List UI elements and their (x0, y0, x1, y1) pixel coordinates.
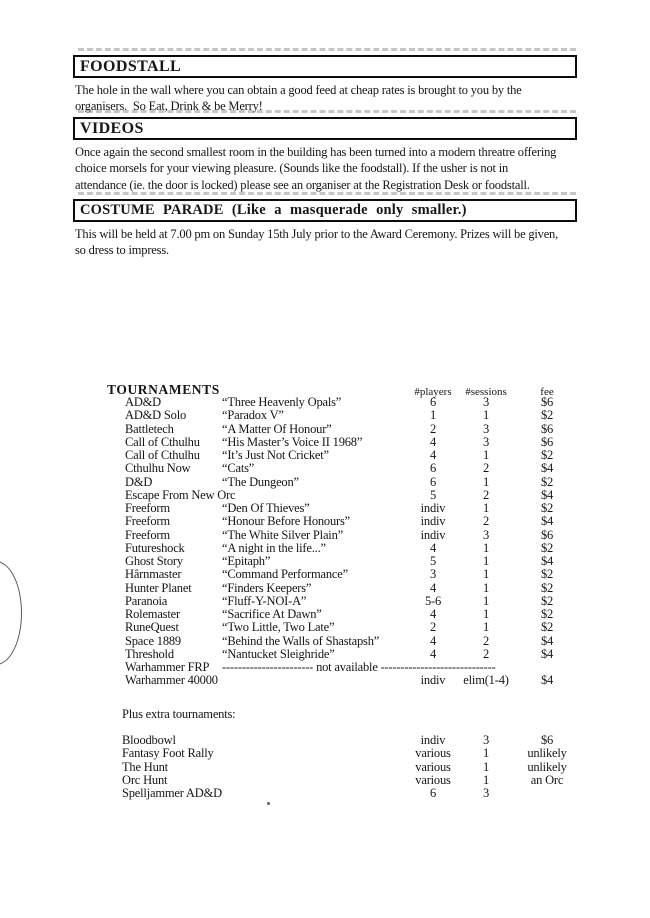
fee-value: unlikely (527, 746, 567, 761)
scan-artifact-line (78, 192, 576, 195)
game-name: Freeform (125, 514, 170, 529)
sessions-value: 3 (482, 421, 490, 436)
fee-value: $4 (540, 646, 554, 661)
paragraph-line: The hole in the wall where you can obtain a good feed at cheap rates is brought to you by the (75, 83, 522, 97)
table-row (0, 423, 650, 436)
videos-heading: VIDEOS (80, 120, 144, 137)
tournaments-table (0, 396, 650, 688)
game-name: Futureshock (125, 540, 185, 555)
scenario-name: “Two Little, Two Late” (222, 620, 335, 635)
paragraph-line: attendance (ie. the door is locked) please see an organiser at the Registration Desk or foodstall. (75, 177, 530, 192)
fee-value: $2 (540, 567, 554, 582)
table-row (0, 661, 650, 674)
table-row (0, 489, 650, 502)
game-name: Escape From New Orc (125, 487, 236, 502)
paragraph-line: This will be held at 7.00 pm on Sunday 15th July prior to the Award Ceremony. Prizes will be given, (75, 227, 559, 241)
players-value: 4 (429, 633, 437, 648)
table-row (0, 476, 650, 489)
fee-value: $6 (540, 733, 554, 747)
fee-value: $2 (540, 408, 554, 423)
players-value: indiv (420, 673, 446, 688)
game-name: Warhammer 40000 (125, 673, 218, 688)
table-row (0, 747, 650, 760)
foodstall-section-box (73, 55, 577, 78)
table-row (0, 568, 650, 581)
sessions-value: elim(1-4) (463, 673, 509, 688)
sessions-value: 3 (482, 527, 490, 542)
table-row (0, 674, 650, 687)
sessions-value: 1 (482, 554, 490, 568)
game-name: Freeform (125, 501, 170, 515)
table-row (0, 449, 650, 462)
players-value: 6 (429, 395, 437, 409)
videos-paragraph (75, 144, 556, 193)
players-value: indiv (420, 501, 446, 515)
scenario-name: “The Dungeon” (222, 474, 299, 489)
game-name: Call of Cthulhu (125, 448, 200, 462)
fee-value: $2 (540, 580, 554, 595)
sessions-value: 1 (482, 540, 490, 555)
game-name: Ghost Story (125, 554, 183, 568)
fee-value: $4 (540, 673, 554, 688)
scenario-name: “Paradox V” (222, 408, 284, 423)
players-value: 6 (429, 786, 437, 800)
players-value: 6 (429, 474, 437, 489)
game-name: AD&D (125, 395, 162, 409)
game-name: Warhammer FRP (125, 660, 210, 674)
sessions-value: 1 (482, 501, 490, 515)
players-value: 5-6 (424, 593, 442, 608)
sessions-value: 1 (482, 607, 490, 621)
costume-parade-section-box (73, 199, 577, 222)
fee-value: $4 (540, 487, 554, 502)
fee-value: $2 (540, 448, 554, 462)
game-name: Bloodbowl (122, 733, 176, 747)
players-value: 4 (429, 434, 437, 449)
table-row (0, 409, 650, 422)
scenario-name: “Epitaph” (222, 554, 271, 568)
table-row (0, 635, 650, 648)
game-name: Battletech (125, 421, 174, 436)
game-name: Paranoia (125, 593, 168, 608)
players-value: 6 (429, 461, 437, 476)
players-value: 4 (429, 448, 437, 462)
sessions-value: 1 (482, 772, 490, 787)
extra-tournaments-label: Plus extra tournaments: (122, 707, 236, 721)
game-name: Fantasy Foot Rally (122, 746, 214, 761)
table-row (0, 542, 650, 555)
sessions-value: 1 (482, 593, 490, 608)
table-row (0, 621, 650, 634)
table-row (0, 595, 650, 608)
players-value: indiv (420, 733, 446, 747)
fee-value: $6 (540, 527, 554, 542)
scenario-name: “Three Heavenly Opals” (222, 395, 342, 409)
game-name: Spelljammer AD&D (122, 786, 222, 800)
game-name: Freeform (125, 527, 170, 542)
game-name: Orc Hunt (122, 772, 168, 787)
players-value: 5 (429, 554, 437, 568)
table-row (0, 555, 650, 568)
players-value: 4 (429, 646, 437, 661)
fee-value: $2 (540, 474, 554, 489)
game-name: Rolemaster (125, 607, 180, 621)
sessions-value: 1 (482, 448, 490, 462)
players-value: 4 (429, 607, 437, 621)
fee-value: $6 (540, 395, 554, 409)
players-value: 2 (429, 620, 437, 635)
table-row (0, 529, 650, 542)
costume-parade-paragraph (75, 226, 558, 259)
foodstall-heading: FOODSTALL (80, 58, 182, 75)
game-name: Hunter Planet (125, 580, 192, 595)
fee-value: $2 (540, 620, 554, 635)
scan-speck-artifact (267, 802, 270, 805)
scenario-name: “Den Of Thieves” (222, 501, 310, 515)
sessions-value: 2 (482, 487, 490, 502)
scenario-name: “It’s Just Not Cricket” (222, 448, 329, 462)
players-value: indiv (420, 527, 446, 542)
extra-tournaments-table (0, 734, 650, 800)
videos-section-box (73, 117, 577, 140)
scan-artifact-line (78, 48, 576, 51)
costume-parade-heading: COSTUME PARADE (Like a masquerade only smaller.) (80, 202, 467, 218)
paragraph-line: so dress to impress. (75, 243, 169, 258)
scenario-name: “Nantucket Sleighride” (222, 646, 335, 661)
sessions-value: 3 (482, 434, 490, 449)
sessions-value: 2 (482, 646, 490, 661)
paragraph-line: Once again the second smallest room in the building has been turned into a modern threatre offering (75, 145, 557, 159)
sessions-value: 1 (482, 759, 490, 774)
players-value: various (415, 746, 451, 761)
game-name: RuneQuest (125, 620, 179, 635)
fee-value: $4 (540, 633, 554, 648)
sessions-value: 3 (482, 395, 490, 409)
table-row (0, 774, 650, 787)
table-row (0, 502, 650, 515)
game-name: Call of Cthulhu (125, 434, 200, 449)
scenario-name: “Fluff-Y-NOI-A” (222, 593, 307, 608)
sessions-value: 1 (482, 567, 490, 582)
table-row (0, 648, 650, 661)
table-row (0, 761, 650, 774)
table-row (0, 734, 650, 747)
table-row (0, 396, 650, 409)
players-column-header: #players (414, 386, 452, 398)
tournaments-heading: TOURNAMENTS (107, 382, 220, 397)
scenario-name: “Behind the Walls of Shastapsh” (222, 633, 380, 648)
fee-value: $2 (540, 540, 554, 555)
table-row (0, 787, 650, 800)
table-row (0, 436, 650, 449)
sessions-value: 2 (482, 461, 490, 476)
fee-value: an Orc (530, 772, 564, 787)
fee-value: $6 (540, 421, 554, 436)
players-value: 2 (429, 421, 437, 436)
sessions-value: 2 (482, 633, 490, 648)
fee-value: $2 (540, 501, 554, 515)
scenario-name: “Finders Keepers” (222, 580, 312, 595)
fee-value: $2 (540, 593, 554, 608)
sessions-value: 3 (482, 733, 490, 747)
table-row (0, 462, 650, 475)
game-name: Space 1889 (125, 633, 181, 648)
players-value: indiv (420, 514, 446, 529)
fee-value: $4 (540, 461, 554, 476)
scenario-name: “Honour Before Honours” (222, 514, 350, 529)
table-row (0, 608, 650, 621)
game-name: AD&D Solo (125, 408, 187, 423)
scenario-name: “Command Performance” (222, 567, 348, 582)
paragraph-line: organisers. So Eat, Drink & be Merry! (75, 99, 263, 114)
players-value: 5 (429, 487, 437, 502)
table-row (0, 515, 650, 528)
fee-value: unlikely (527, 759, 567, 774)
fee-value: $4 (540, 554, 554, 568)
sessions-value: 1 (482, 746, 490, 761)
table-row (0, 582, 650, 595)
players-value: 4 (429, 580, 437, 595)
players-value: 4 (429, 540, 437, 555)
game-name: Cthulhu Now (125, 461, 191, 476)
scenario-name: “His Master’s Voice II 1968” (222, 434, 363, 449)
players-value: 1 (429, 408, 437, 423)
game-name: The Hunt (122, 759, 168, 774)
scenario-name: “The White Silver Plain” (222, 527, 343, 542)
sessions-value: 2 (482, 514, 490, 529)
fee-value: $4 (540, 514, 554, 529)
players-value: 3 (429, 567, 437, 582)
players-value: various (415, 759, 451, 774)
sessions-value: 1 (482, 620, 490, 635)
sessions-value: 3 (482, 786, 490, 800)
game-name: Hârnmaster (125, 567, 182, 582)
sessions-value: 1 (482, 474, 490, 489)
fee-column-header: fee (540, 386, 554, 398)
game-name: Threshold (125, 646, 174, 661)
scan-artifact-line (78, 110, 576, 113)
sessions-value: 1 (482, 580, 490, 595)
scenario-name: “Cats” (222, 461, 255, 476)
fee-value: $2 (540, 607, 554, 621)
sessions-column-header: #sessions (465, 386, 507, 398)
scenario-name: “Sacrifice At Dawn” (222, 607, 322, 621)
paragraph-line: choice morsels for your viewing pleasure. (Sounds like the foodstall). If the usher is not in (75, 161, 509, 176)
scenario-name: “A Matter Of Honour” (222, 421, 332, 436)
sessions-value: 1 (482, 408, 490, 423)
scenario-name: ----------------------- not available ----------------------------- (222, 660, 496, 674)
fee-value: $6 (540, 434, 554, 449)
players-value: various (415, 772, 451, 787)
game-name: D&D (125, 474, 153, 489)
scenario-name: “A night in the life...” (222, 540, 326, 555)
